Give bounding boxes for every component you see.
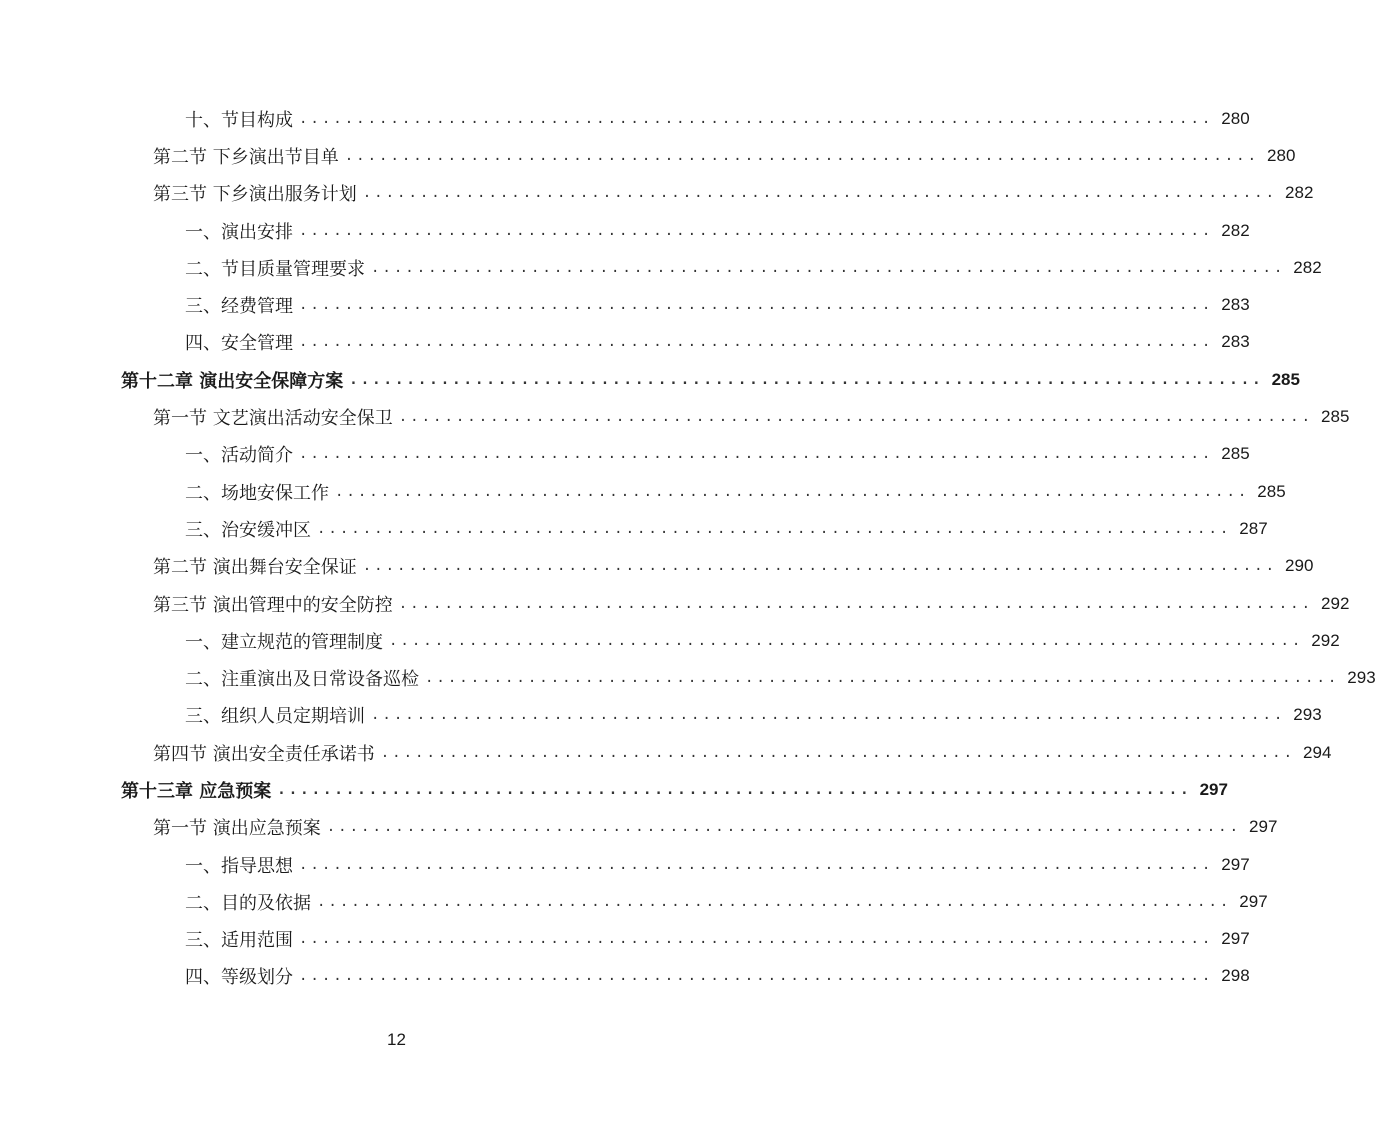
toc-entry-label: 第四节 演出安全责任承诺书 bbox=[153, 743, 375, 765]
toc-entry[interactable] bbox=[0, 249, 1322, 286]
toc-dot-leader: ................................................................................ bbox=[277, 781, 1192, 798]
toc-dot-leader: ................................................................................ bbox=[362, 185, 1278, 202]
toc-entry-page: 285 bbox=[1221, 444, 1250, 464]
toc-entry-label: 一、建立规范的管理制度 bbox=[185, 631, 383, 653]
toc-dot-leader: ................................................................................ bbox=[299, 856, 1214, 873]
toc-entry-page: 293 bbox=[1293, 705, 1322, 725]
toc-entry[interactable] bbox=[0, 771, 1228, 808]
toc-entry[interactable] bbox=[0, 883, 1268, 920]
toc-dot-leader: ................................................................................ bbox=[299, 334, 1214, 351]
toc-entry-page: 297 bbox=[1249, 817, 1278, 837]
toc-entry-page: 293 bbox=[1347, 668, 1376, 688]
toc-entry-label: 十、节目构成 bbox=[185, 109, 293, 131]
toc-entry-label: 第十三章 应急预案 bbox=[121, 780, 272, 802]
toc-entry-label: 三、治安缓冲区 bbox=[185, 519, 311, 541]
toc-entry[interactable] bbox=[0, 137, 1296, 174]
toc-entry[interactable] bbox=[0, 361, 1300, 398]
toc-dot-leader: ................................................................................ bbox=[398, 595, 1314, 612]
toc-entry-page: 287 bbox=[1239, 518, 1268, 538]
toc-entry-label: 第十二章 演出安全保障方案 bbox=[121, 370, 344, 392]
toc-entry[interactable] bbox=[0, 809, 1278, 846]
toc-dot-leader: ................................................................................ bbox=[299, 222, 1214, 239]
toc-entry[interactable] bbox=[0, 473, 1286, 510]
toc-entry-label: 二、目的及依据 bbox=[185, 892, 311, 914]
toc-dot-leader: ................................................................................ bbox=[371, 707, 1286, 724]
toc-entry[interactable] bbox=[0, 436, 1250, 473]
toc-dot-leader: ................................................................................ bbox=[326, 819, 1242, 836]
toc-entry-page: 292 bbox=[1311, 630, 1340, 650]
toc-dot-leader: ................................................................................ bbox=[380, 744, 1296, 761]
toc-dot-leader: ................................................................................ bbox=[299, 297, 1214, 314]
toc-entry-label: 一、活动简介 bbox=[185, 445, 293, 467]
toc-entry[interactable] bbox=[0, 212, 1250, 249]
toc-entry-label: 一、指导思想 bbox=[185, 855, 293, 877]
toc-entry-page: 285 bbox=[1321, 407, 1350, 427]
toc-entry-page: 285 bbox=[1257, 481, 1286, 501]
toc-entry-page: 298 bbox=[1221, 966, 1250, 986]
toc-entry[interactable] bbox=[0, 286, 1250, 323]
toc-entry-label: 三、组织人员定期培训 bbox=[185, 706, 365, 728]
toc-entry-label: 二、场地安保工作 bbox=[185, 482, 329, 504]
toc-entry[interactable] bbox=[0, 585, 1350, 622]
toc-entry[interactable] bbox=[0, 324, 1250, 361]
toc-dot-leader: ................................................................................ bbox=[344, 147, 1260, 164]
toc-entry[interactable] bbox=[0, 697, 1322, 734]
toc-dot-leader: ................................................................................ bbox=[425, 670, 1340, 687]
toc-entry-page: 280 bbox=[1267, 145, 1296, 165]
toc-entry-page: 292 bbox=[1321, 593, 1350, 613]
toc-dot-leader: ................................................................................ bbox=[299, 968, 1214, 985]
toc-entry-label: 一、演出安排 bbox=[185, 221, 293, 243]
toc-entry[interactable] bbox=[0, 734, 1332, 771]
page-number: 12 bbox=[387, 1030, 406, 1049]
toc-entry-page: 282 bbox=[1285, 183, 1314, 203]
toc-entry-page: 297 bbox=[1199, 779, 1228, 799]
toc-entry[interactable] bbox=[0, 100, 1250, 137]
toc-dot-leader: ................................................................................ bbox=[317, 520, 1232, 537]
toc-entry-page: 285 bbox=[1271, 369, 1300, 389]
toc-entry-label: 第三节 演出管理中的安全防控 bbox=[153, 594, 393, 616]
toc-entry-label: 三、适用范围 bbox=[185, 930, 293, 952]
toc-entry[interactable] bbox=[0, 398, 1350, 435]
toc-dot-leader: ................................................................................ bbox=[398, 409, 1314, 426]
toc-dot-leader: ................................................................................ bbox=[317, 893, 1232, 910]
toc-entry-label: 第二节 下乡演出节目单 bbox=[153, 146, 339, 168]
toc-entry[interactable] bbox=[0, 846, 1250, 883]
toc-entry-label: 四、安全管理 bbox=[185, 333, 293, 355]
toc-dot-leader: ................................................................................ bbox=[389, 632, 1304, 649]
toc-dot-leader: ................................................................................ bbox=[371, 259, 1286, 276]
toc-entry-label: 四、等级划分 bbox=[185, 967, 293, 989]
toc-dot-leader: ................................................................................ bbox=[299, 931, 1214, 948]
toc-entry-page: 282 bbox=[1293, 257, 1322, 277]
toc-dot-leader: ................................................................................ bbox=[349, 371, 1264, 388]
toc-entry-page: 297 bbox=[1221, 854, 1250, 874]
toc-entry[interactable] bbox=[0, 921, 1250, 958]
toc-entry-label: 第一节 文艺演出活动安全保卫 bbox=[153, 408, 393, 430]
toc-dot-leader: ................................................................................ bbox=[362, 558, 1278, 575]
toc-entry[interactable] bbox=[0, 958, 1250, 995]
toc-dot-leader: ................................................................................ bbox=[299, 110, 1214, 127]
toc-entry-page: 294 bbox=[1303, 742, 1332, 762]
toc-entry-page: 282 bbox=[1221, 220, 1250, 240]
toc-entry-label: 第一节 演出应急预案 bbox=[153, 818, 321, 840]
toc-entry-page: 283 bbox=[1221, 332, 1250, 352]
toc-entry-label: 三、经费管理 bbox=[185, 296, 293, 318]
toc-entry[interactable] bbox=[0, 548, 1314, 585]
toc-entry-page: 290 bbox=[1285, 556, 1314, 576]
toc-dot-leader: ................................................................................ bbox=[299, 446, 1214, 463]
toc-entry[interactable] bbox=[0, 622, 1340, 659]
toc-entry-page: 280 bbox=[1221, 108, 1250, 128]
toc-dot-leader: ................................................................................ bbox=[335, 483, 1250, 500]
toc-entry-label: 第二节 演出舞台安全保证 bbox=[153, 557, 357, 579]
toc-entry-label: 第三节 下乡演出服务计划 bbox=[153, 184, 357, 206]
toc-entry-page: 297 bbox=[1239, 891, 1268, 911]
table-of-contents bbox=[0, 100, 1376, 995]
toc-entry[interactable] bbox=[0, 510, 1268, 547]
toc-entry[interactable] bbox=[0, 659, 1376, 696]
toc-entry-page: 297 bbox=[1221, 929, 1250, 949]
toc-entry-label: 二、注重演出及日常设备巡检 bbox=[185, 669, 419, 691]
toc-entry[interactable] bbox=[0, 175, 1314, 212]
toc-entry-page: 283 bbox=[1221, 295, 1250, 315]
toc-entry-label: 二、节目质量管理要求 bbox=[185, 258, 365, 280]
